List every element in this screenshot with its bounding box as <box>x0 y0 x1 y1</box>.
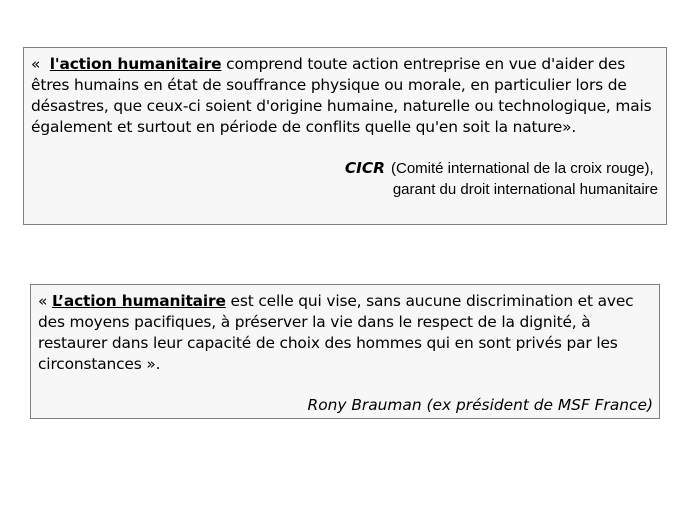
quote-body: comprend toute action entreprise en vue d'aider des êtres humains en état de souffrance physique ou morale, en particulier lors de désastres, que ceux-ci soient d'origine humaine, naturelle ou technologique, mais également et surtout en période de conflits quelle qu'en soit la nature». <box>31 55 652 136</box>
quote-term: L’action humanitaire <box>52 292 226 310</box>
quote-body: est celle qui vise, sans aucune discrimination et avec des moyens pacifiques, à préserver la vie dans le respect de la dignité, à restaurer dans leur capacité de choix des hommes qui en sont privés par les circonstances ». <box>38 292 634 373</box>
quote-text-cicr <box>31 54 658 138</box>
quote-attribution-cicr <box>345 158 658 200</box>
quote-box-brauman <box>30 284 660 419</box>
author-org: CICR <box>344 159 385 177</box>
quote-attribution-brauman: Rony Brauman (ex président de MSF France) <box>307 396 653 414</box>
attribution-line-1 <box>345 158 658 179</box>
attribution-line-2: garant du droit international humanitaire <box>392 181 658 198</box>
author-org-description: (Comité international de la croix rouge), <box>391 160 654 177</box>
quote-text-brauman <box>38 291 651 375</box>
open-quote-mark: « <box>38 292 53 310</box>
quote-term: l'action humanitaire <box>49 55 222 73</box>
open-quote-mark: « <box>31 55 50 73</box>
quote-box-cicr <box>23 47 667 225</box>
